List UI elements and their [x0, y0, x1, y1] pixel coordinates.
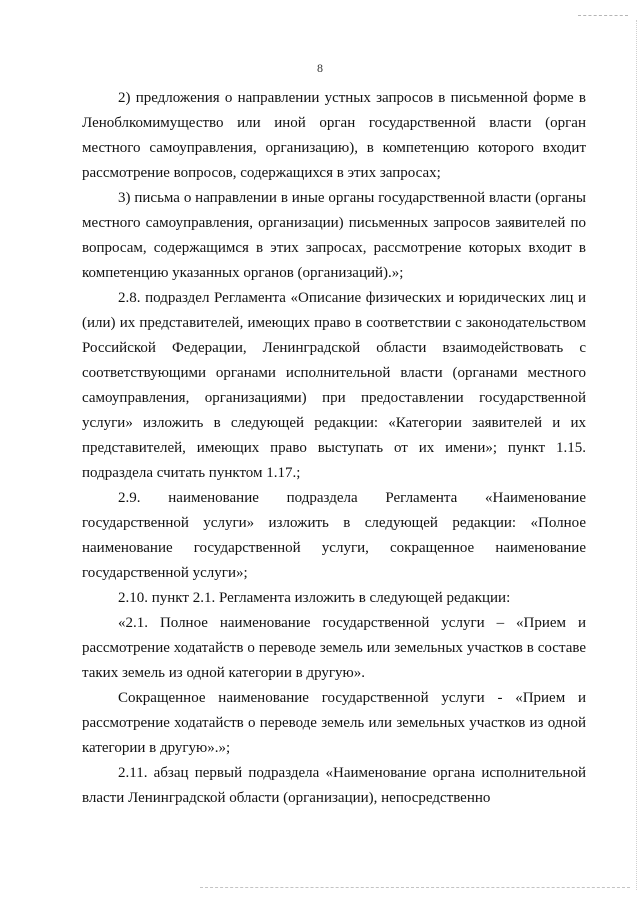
scan-page-edge — [636, 20, 637, 890]
scan-corner-mark — [578, 15, 628, 16]
paragraph-2-1-full-name: «2.1. Полное наименование государственной услуги – «Прием и рассмотрение ходатайств о переводе земель или земельных участков в составе таких земель из одной категории в другую». — [82, 615, 586, 681]
paragraph-short-name: Сокращенное наименование государственной услуги - «Прием и рассмотрение ходатайств о переводе земель или земельных участков из одной категории в другую».»; — [82, 690, 586, 756]
document-body — [82, 86, 586, 811]
paragraph-2-10: 2.10. пункт 2.1. Регламента изложить в следующей редакции: — [118, 590, 511, 606]
scan-bottom-mark — [200, 887, 630, 888]
page-number: 8 — [317, 61, 323, 75]
paragraph-2-11: 2.11. абзац первый подраздела «Наименование органа исполнительной власти Ленинградской области (организации), непосредственно — [82, 765, 586, 806]
paragraph-2-9: 2.9. наименование подраздела Регламента «Наименование государственной услуги» изложить в следующей редакции: «Полное наименование государственной услуги, сокращенное наименование государственной услуги»; — [82, 490, 586, 581]
paragraph-2-proposals: 2) предложения о направлении устных запросов в письменной форме в Леноблкомимущество или иной орган государственной власти (орган местного самоуправления, организацию), в компетенцию которого входит рассмотрение вопросов, содержащихся в этих запросах; — [82, 90, 586, 181]
paragraph-2-8: 2.8. подраздел Регламента «Описание физических и юридических лиц и (или) их представителей, имеющих право в соответствии с законодательством Российской Федерации, Ленинградской области взаимодействовать с соответствующими органами исполнительной власти (органами местного самоуправления, организациями) при предоставлении государственной услуги» изложить в следующей редакции: «Категории заявителей и их представителей, имеющих право выступать от их имени»; пункт 1.15. подраздела считать пунктом 1.17.; — [82, 290, 586, 481]
paragraph-3-letters: 3) письма о направлении в иные органы государственной власти (органы местного самоуправления, организации) письменных запросов заявителей по вопросам, содержащимся в этих запросах, рассмотрение которых входит в компетенцию указанных органов (организаций).»; — [82, 190, 586, 281]
